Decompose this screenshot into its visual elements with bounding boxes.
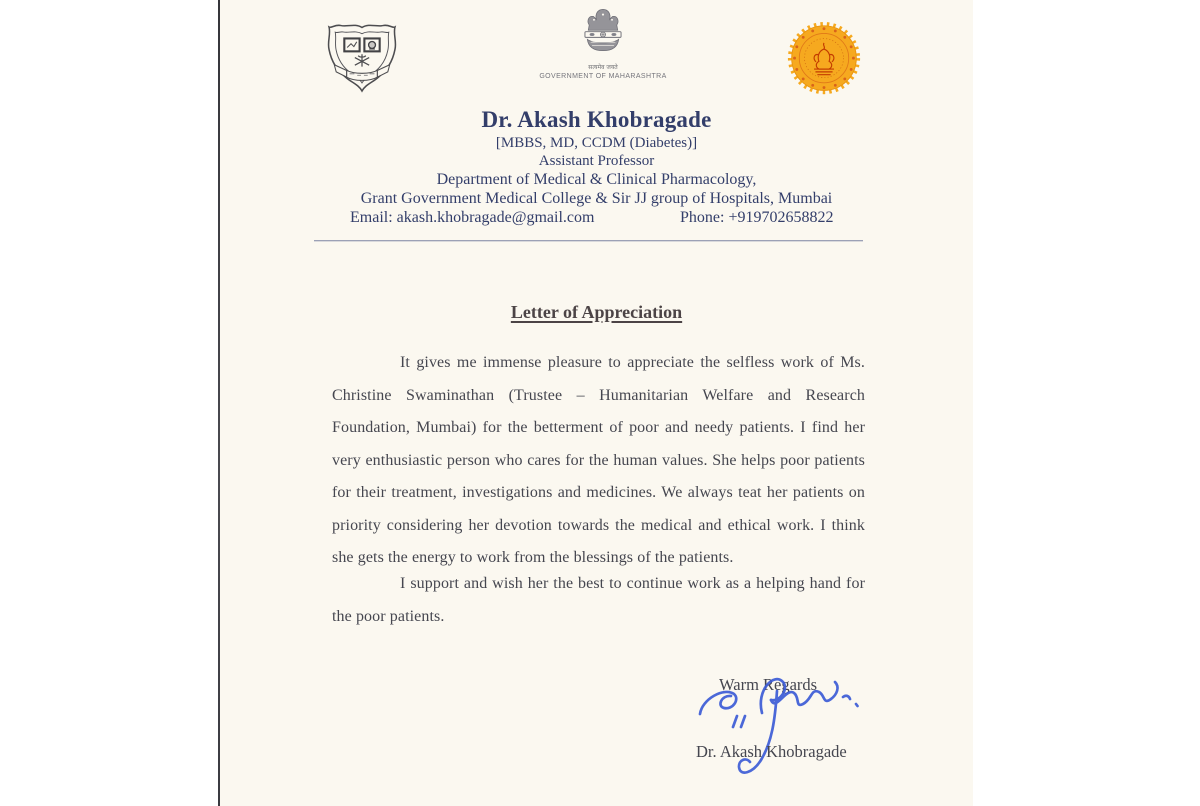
maharashtra-seal-icon — [782, 22, 866, 98]
emblem-motto: सत्यमेव जयते — [588, 64, 618, 71]
phone-text: Phone: +919702658822 — [680, 209, 834, 226]
letter-title: Letter of Appreciation — [510, 302, 683, 322]
doctor-designation: Assistant Professor — [538, 153, 655, 169]
department-line: Department of Medical & Clinical Pharmacology, — [436, 171, 757, 188]
government-caption: GOVERNMENT OF MAHARASHTRA — [539, 73, 667, 80]
letterhead-divider — [314, 240, 863, 241]
page-edge-line — [218, 0, 220, 806]
doctor-credentials: [MBBS, MD, CCDM (Diabetes)] — [495, 135, 698, 151]
letter-paragraph-2: I support and wish her the best to continue work as a helping hand for the poor patients. — [332, 575, 865, 625]
doctor-name: Dr. Akash Khobragade — [481, 107, 712, 132]
ashoka-lion-capital-icon — [565, 6, 641, 64]
institution-line: Grant Government Medical College & Sir JJ group of Hospitals, Mumbai — [360, 190, 833, 207]
college-crest-icon — [319, 20, 405, 98]
letter-paragraph-1: It gives me immense pleasure to appreciate the selfless work of Ms. Christine Swaminathan (Trustee – Humanitarian Welfare and Research Foundation, Mumbai) for the betterment of poor and needy patients. I find her very enthusiastic person who cares for the human values. She helps poor patients for their treatment, investigations and medicines. We always teat her patients on priority considering her devotion towards the medical and ethical work. I think she gets the energy to work from the blessings of the patients. — [332, 354, 865, 566]
scanned-letter-page — [220, 0, 973, 806]
government-emblem-block — [528, 6, 678, 80]
email-text: Email: akash.khobragade@gmail.com — [350, 209, 595, 226]
closing-text: Warm Regards — [719, 675, 818, 694]
signatory-name: Dr. Akash Khobragade — [696, 742, 847, 761]
